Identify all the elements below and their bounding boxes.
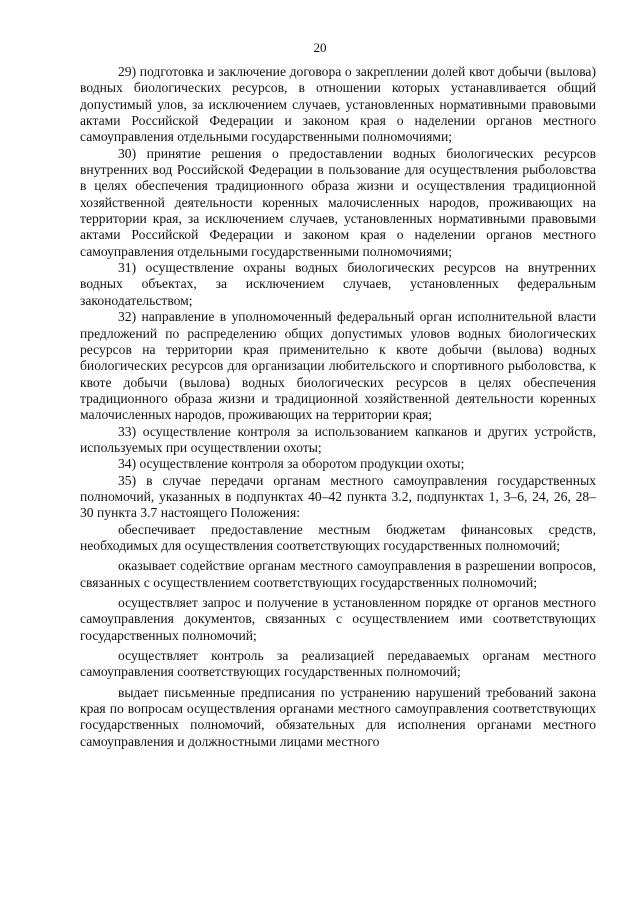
paragraph-35-item-documents: осуществляет запрос и получение в установленном порядке от органов местного самоуправления документов, связанных с осуществлением ими соответствующих государственных полномочий; xyxy=(80,595,596,643)
page-number: 20 xyxy=(313,40,327,55)
paragraph-33: 33) осуществление контроля за использованием капканов и других устройств, используемых при осуществлении охоты; xyxy=(80,423,596,455)
paragraph-35-item-funding: обеспечивает предоставление местным бюджетам финансовых средств, необходимых для осуществления соответствующих государственных полномочий; xyxy=(80,521,596,553)
paragraph-34: 34) осуществление контроля за оборотом продукции охоты; xyxy=(118,456,465,472)
paragraph-35: 35) в случае передачи органам местного самоуправления государственных полномочий, указанных в подпунктах 40–42 пункта 3.2, подпунктах 1, 3–6, 24, 26, 28– 30 пункта 3.7 настоящего Положения: xyxy=(80,472,596,521)
page-body xyxy=(80,64,596,750)
paragraph-30: 30) принятие решения о предоставлении водных биологических ресурсов внутренних вод Российской Федерации в пользование для осуществления рыболовства в целях обеспечения традиционного образа жизни и осуществления традиционной хозяйственной деятельности коренных малочисленных народов, проживающих на территории края, за исключением случаев, установленных нормативными правовыми актами Российской Федерации и законом края о наделении органов местного самоуправления отдельными государственными полномочиями; xyxy=(80,145,596,259)
paragraph-29: 29) подготовка и заключение договора о закреплении долей квот добычи (вылова) водных биологических ресурсов, в отношении которых устанавливается общий допустимый улов, за исключением случаев, установленных нормативными правовыми актами Российской Федерации и законом края о наделении органов местного самоуправления отдельными государственными полномочиями; xyxy=(80,64,596,145)
paragraph-31: 31) осуществление охраны водных биологических ресурсов на внутренних водных объектах, за исключением случаев, установленных федеральным законодательством; xyxy=(80,260,596,308)
paragraph-35-item-assistance: оказывает содействие органам местного самоуправления в разрешении вопросов, связанных с осуществлением соответствующих государственных полномочий; xyxy=(80,558,596,590)
paragraph-35-item-control: осуществляет контроль за реализацией передаваемых органам местного самоуправления соответствующих государственных полномочий; xyxy=(80,648,596,680)
paragraph-32: 32) направление в уполномоченный федеральный орган исполнительной власти предложений по распределению общих допустимых уловов водных биологических ресурсов на территории края применительно к квоте добычи (вылова) водных биологических ресурсов для организации любительского и спортивного рыболовства, к квоте добычи (вылова) водных биологических ресурсов в целях обеспечения традиционного образа жизни и традиционной хозяйственной деятельности коренных малочисленных народов, проживающих на территории края; xyxy=(80,309,596,423)
paragraph-35-item-orders: выдает письменные предписания по устранению нарушений требований закона края по вопросам осуществления органами местного самоуправления соответствующих государственных полномочий, обязательных для исполнения органами местного самоуправления и должностными лицами местного xyxy=(80,684,596,749)
